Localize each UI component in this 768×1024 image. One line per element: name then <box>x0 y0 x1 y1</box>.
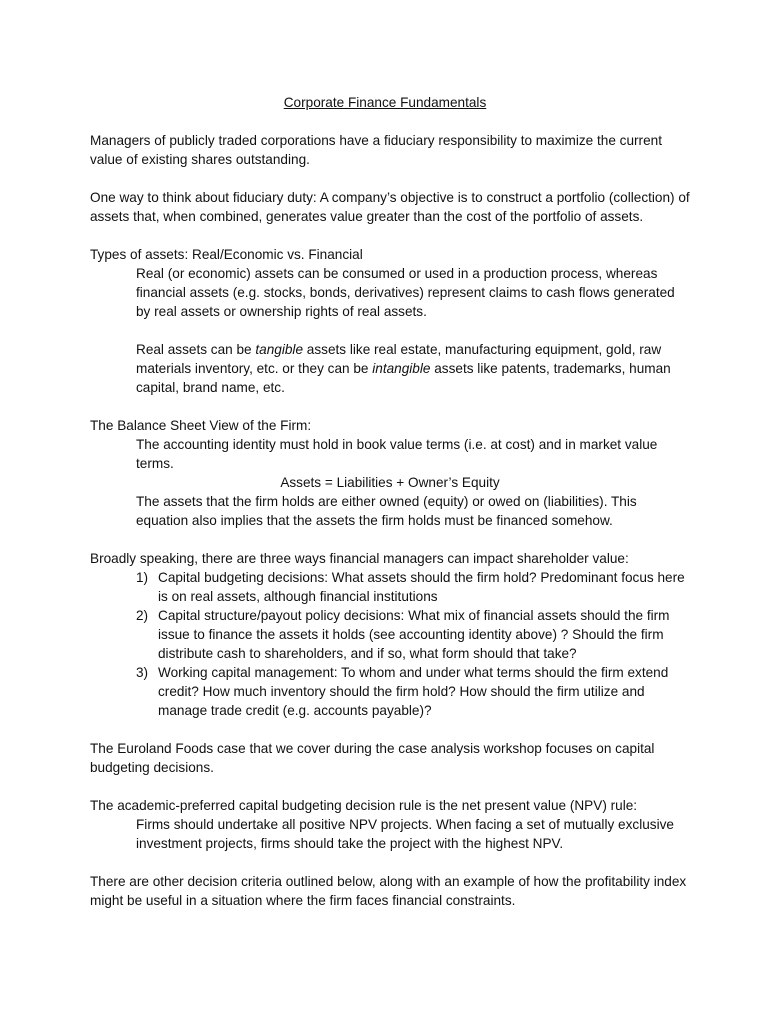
list-item-text: Capital budgeting decisions: What assets should the firm hold? Predominant focus here is on real assets, although financial institutions <box>158 570 685 604</box>
assets-text-b: assets like real estate, manufacturing equipment, gold, raw materials inventory, etc. or they can be <box>136 342 662 376</box>
list-item-number: 1) <box>136 570 149 585</box>
accounting-equation: Assets = Liabilities + Owner’s Equity <box>280 475 500 490</box>
npv-rule-paragraph: Firms should undertake all positive NPV projects. When facing a set of mutually exclusive investment projects, firms should take the project with the highest NPV. <box>136 817 674 851</box>
paragraph-euroland-case: The Euroland Foods case that we cover during the case analysis workshop focuses on capital budgeting decisions. <box>90 741 655 775</box>
paragraph-other-criteria: There are other decision criteria outlined below, along with an example of how the profitability index might be useful in a situation where the firm faces financial constraints. <box>90 874 687 908</box>
tangible-term: tangible <box>255 342 304 357</box>
three-ways-list <box>90 568 690 720</box>
assets-paragraph-tangible-intangible <box>136 340 690 397</box>
list-item <box>136 568 690 606</box>
paragraph-fiduciary-duty: One way to think about fiduciary duty: A company’s objective is to construct a portfolio (collection) of assets that, when combined, generates value greater than the cost of the portfolio of assets. <box>90 190 690 224</box>
document-title: Corporate Finance Fundamentals <box>283 95 487 110</box>
paragraph-fiduciary-responsibility: Managers of publicly traded corporations have a fiduciary responsibility to maximize the current value of existing shares outstanding. <box>90 133 662 167</box>
list-item <box>136 606 690 663</box>
intangible-term: intangible <box>372 361 431 376</box>
balance-sheet-paragraph-identity: The accounting identity must hold in book value terms (i.e. at cost) and in market value terms. <box>136 437 658 471</box>
assets-text-c: assets like patents, trademarks, human capital, brand name, etc. <box>136 361 671 395</box>
list-item-number: 2) <box>136 608 149 623</box>
three-ways-heading: Broadly speaking, there are three ways financial managers can impact shareholder value: <box>90 551 629 566</box>
list-item <box>136 663 690 720</box>
assets-paragraph-real-vs-financial: Real (or economic) assets can be consumed or used in a production process, whereas financial assets (e.g. stocks, bonds, derivatives) represent claims to cash flows generated by real assets or ownership rights of real assets. <box>136 266 675 319</box>
list-item-number: 3) <box>136 665 149 680</box>
assets-text-a: Real assets can be <box>136 342 256 357</box>
npv-heading: The academic-preferred capital budgeting decision rule is the net present value (NPV) rule: <box>90 798 638 813</box>
list-item-text: Capital structure/payout policy decisions: What mix of financial assets should the firm issue to finance the assets it holds (see accounting identity above) ? Should the firm distribute cash to shareholders, and if so, what form should that take? <box>158 608 670 661</box>
balance-sheet-paragraph-financing: The assets that the firm holds are either owned (equity) or owed on (liabilities). This equation also implies that the assets the firm holds must be financed somehow. <box>136 494 637 528</box>
list-item-text: Working capital management: To whom and under what terms should the firm extend credit? How much inventory should the firm hold? How should the firm utilize and manage trade credit (e.g. accounts payable)? <box>158 665 669 718</box>
assets-heading: Types of assets: Real/Economic vs. Financial <box>90 247 363 262</box>
balance-sheet-heading: The Balance Sheet View of the Firm: <box>90 418 312 433</box>
document-body <box>90 93 690 929</box>
